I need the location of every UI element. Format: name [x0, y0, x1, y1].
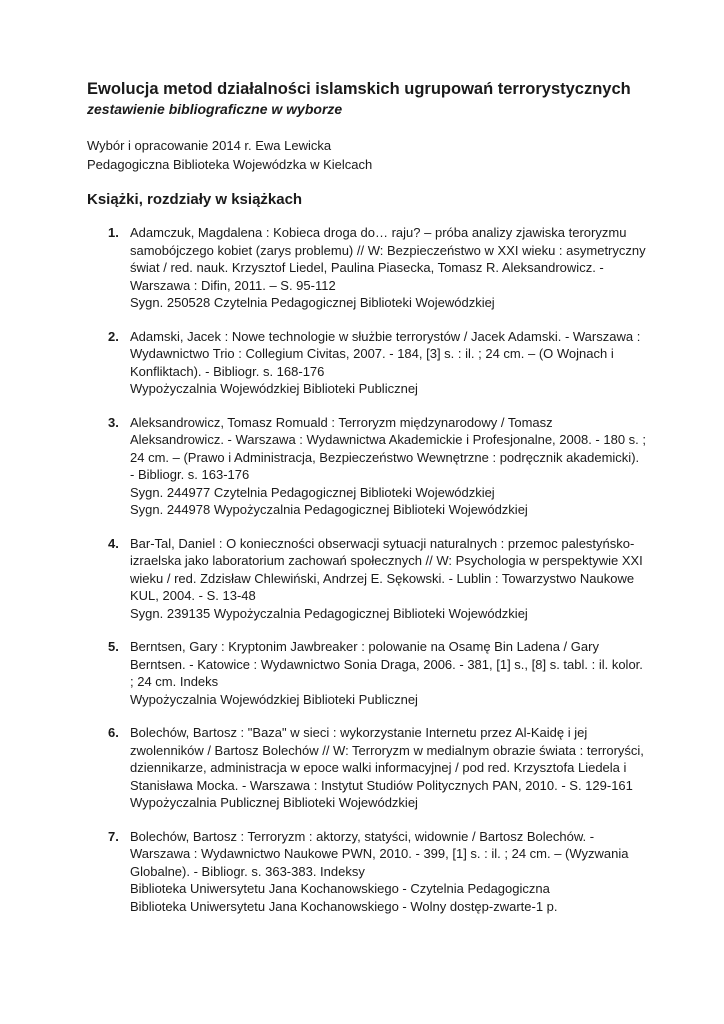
entry-citation: Aleksandrowicz, Tomasz Romuald : Terroryzm międzynarodowy / Tomasz Aleksandrowicz. - Warszawa : Wydawnictwa Akademickie i Profesjonalne, 2008. - 180 s. ; 24 cm. – (Prawo i Administracja, Bezpieczeństwo Wewnętrzne : podręcznik akademicki). - Bibliogr. s. 163-176	[130, 414, 647, 482]
entry-location: Biblioteka Uniwersytetu Jana Kochanowskiego - Wolny dostęp-zwarte-1 p.	[130, 898, 558, 914]
entry-number: 6.	[108, 725, 119, 740]
entry-citation: Bolechów, Bartosz : Terroryzm : aktorzy, statyści, widownie / Bartosz Bolechów. - Warszawa : Wydawnictwo Naukowe PWN, 2010. - 399, [1] s. : il. ; 24 cm. – (Wyzwania Globalne). - Bibliogr. s. 363-383. Indeksy	[130, 828, 629, 879]
entry-number: 1.	[108, 225, 119, 240]
entry-number: 7.	[108, 828, 119, 844]
bibliography-entry	[87, 224, 647, 312]
entry-citation: Adamczuk, Magdalena : Kobieca droga do… raju? – próba analizy zjawiska teroryzmu samobójczego kobiet (zarys problemu) // W: Bezpieczeństwo w XXI wieku : asymetryczny świat / red. nauk. Krzysztof Liedel, Paulina Piasecka, Tomasz R. Aleksandrowicz. - Warszawa : Difin, 2011. – S. 95-112	[130, 225, 646, 293]
entry-location: Biblioteka Uniwersytetu Jana Kochanowskiego - Czytelnia Pedagogiczna	[130, 881, 550, 896]
author-line: Wybór i opracowanie 2014 r. Ewa Lewicka	[87, 138, 332, 153]
bibliography-list	[87, 224, 647, 915]
entry-number: 5.	[108, 639, 119, 654]
document-title: Ewolucja metod działalności islamskich ugrupowań terrorystycznych	[87, 80, 631, 98]
entry-location: Sygn. 244977 Czytelnia Pedagogicznej Biblioteki Wojewódzkiej	[130, 484, 495, 500]
document-subtitle: zestawienie bibliograficzne w wyborze	[87, 101, 343, 117]
entry-location: Wypożyczalnia Publicznej Biblioteki Wojewódzkiej	[130, 795, 418, 810]
entry-number: 4.	[108, 535, 119, 551]
bibliography-entry	[87, 638, 647, 708]
bibliography-entry	[87, 724, 647, 812]
bibliography-entry	[87, 328, 647, 398]
section-heading: Książki, rozdziały w książkach	[87, 191, 303, 208]
institution-line: Pedagogiczna Biblioteka Wojewódzka w Kielcach	[87, 157, 373, 172]
entry-citation: Bar-Tal, Daniel : O konieczności obserwacji sytuacji naturalnych : przemoc palestyńsko-izraelska jako laboratorium zachowań społecznych // W: Psychologia w perspektywie XXI wieku / red. Zdzisław Chlewiński, Andrzej E. Sękowski. - Lublin : Towarzystwo Naukowe KUL, 2004. - S. 13-48	[130, 535, 643, 603]
entry-citation: Adamski, Jacek : Nowe technologie w służbie terrorystów / Jacek Adamski. - Warszawa : Wydawnictwo Trio : Collegium Civitas, 2007. - 184, [3] s. : il. ; 24 cm. – (O Wojnach i Konfliktach). - Bibliogr. s. 168-176	[130, 328, 641, 379]
author-block	[87, 136, 647, 174]
entry-location: Sygn. 250528 Czytelnia Pedagogicznej Biblioteki Wojewódzkiej	[130, 295, 495, 310]
entry-number: 3.	[108, 414, 119, 430]
entry-citation: Berntsen, Gary : Kryptonim Jawbreaker : polowanie na Osamę Bin Ladena / Gary Berntsen. - Katowice : Wydawnictwo Sonia Draga, 2006. - 381, [1] s., [8] s. tabl. : il. kolor. ; 24 cm. Indeks	[130, 639, 643, 689]
bibliography-entry	[87, 535, 647, 623]
entry-location: Wypożyczalnia Wojewódzkiej Biblioteki Publicznej	[130, 691, 418, 707]
bibliography-entry	[87, 828, 647, 916]
bibliography-entry	[87, 414, 647, 519]
document-page	[87, 79, 647, 931]
entry-number: 2.	[108, 328, 119, 344]
entry-location: Wypożyczalnia Wojewódzkiej Biblioteki Publicznej	[130, 381, 418, 396]
entry-location: Sygn. 239135 Wypożyczalnia Pedagogicznej Biblioteki Wojewódzkiej	[130, 605, 528, 621]
entry-citation: Bolechów, Bartosz : "Baza" w sieci : wykorzystanie Internetu przez Al-Kaidę i jej zwolenników / Bartosz Bolechów // W: Terroryzm w medialnym obrazie świata : terroryści, dziennikarze, administracja w epoce walki informacyjnej / pod red. Krzysztofa Liedela i Stanisława Mocka. - Warszawa : Instytut Studiów Politycznych PAN, 2010. - S. 129-161	[130, 725, 644, 793]
entry-location: Sygn. 244978 Wypożyczalnia Pedagogicznej Biblioteki Wojewódzkiej	[130, 502, 528, 517]
